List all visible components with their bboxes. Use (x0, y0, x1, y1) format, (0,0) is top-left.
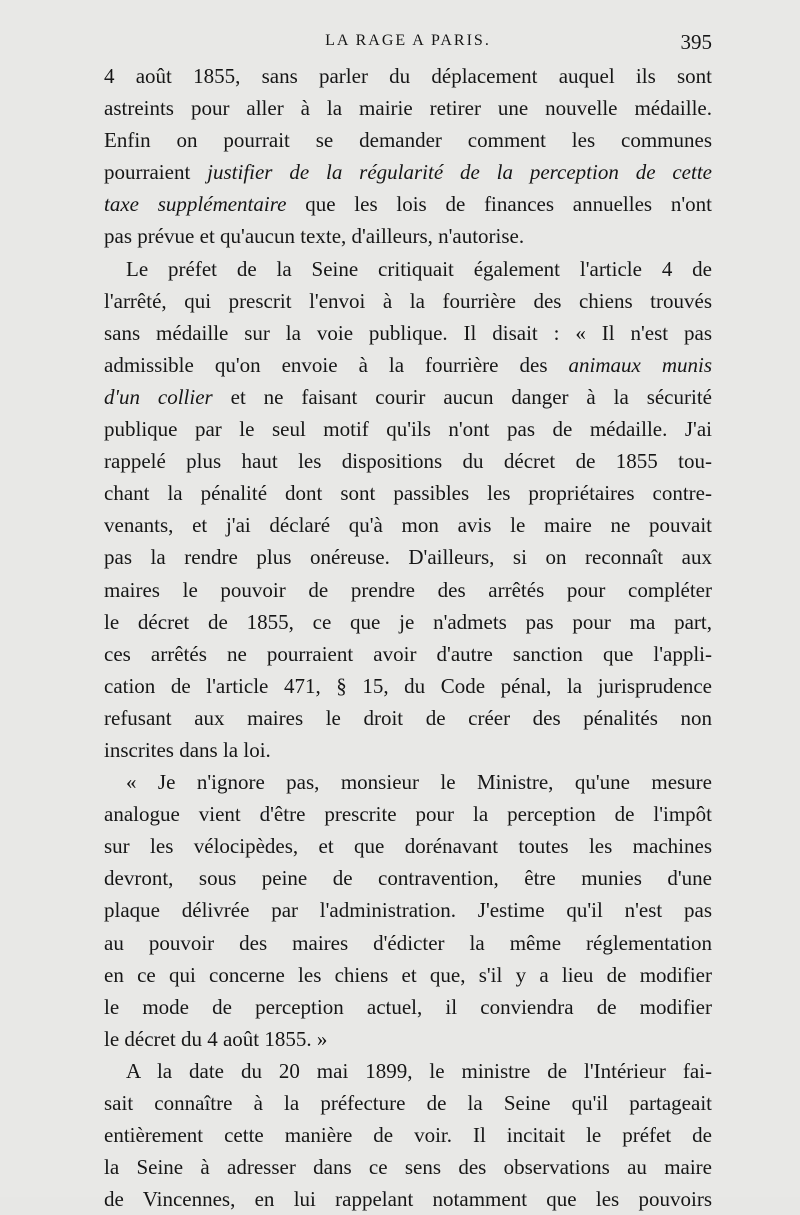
text-line (104, 830, 712, 862)
text-line (104, 927, 712, 959)
text-line (104, 445, 712, 477)
text-segment: au pouvoir des maires d'édicter la même réglementation (104, 930, 712, 955)
text-line (104, 220, 712, 252)
text-line (104, 381, 712, 413)
italic-text-segment: animaux munis (568, 352, 712, 377)
text-segment: l'arrêté, qui prescrit l'envoi à la fourrière des chiens trouvés (104, 288, 712, 313)
text-line (104, 253, 712, 285)
text-segment: 4 août 1855, sans parler du déplacement auquel ils sont (104, 64, 712, 88)
text-segment: A la date du 20 mai 1899, le ministre de l'Intérieur fai- (126, 1058, 712, 1083)
text-line (104, 574, 712, 606)
page-number: 395 (680, 30, 712, 54)
text-segment: ces arrêtés ne pourraient avoir d'autre sanction que l'appli- (104, 641, 712, 666)
text-segment: le mode de perception actuel, il conviendra de modifier (104, 994, 712, 1019)
text-line (104, 509, 712, 541)
text-line (104, 1151, 712, 1183)
text-line (104, 156, 712, 188)
text-line (104, 413, 712, 445)
text-segment: et ne faisant courir aucun danger à la sécurité (212, 384, 712, 409)
text-line (104, 1119, 712, 1151)
text-segment: de Vincennes, en lui rappelant notamment que les pouvoirs (104, 1187, 712, 1212)
italic-text-segment: taxe supplémentaire (104, 192, 287, 217)
text-line (104, 92, 712, 124)
text-segment: sur les vélocipèdes, et que dorénavant toutes les machines (104, 834, 712, 859)
text-line (104, 766, 712, 798)
text-segment: Le préfet de la Seine critiquait également l'article 4 de (126, 256, 712, 281)
text-segment: rappelé plus haut les dispositions du décret de 1855 tou- (104, 449, 712, 474)
text-segment: « Je n'ignore pas, monsieur le Ministre, qu'une mesure (126, 770, 712, 795)
text-line (104, 670, 712, 702)
text-line (104, 894, 712, 926)
text-segment: plaque délivrée par l'administration. J'estime qu'il n'est pas (104, 898, 712, 923)
text-line (104, 734, 712, 766)
text-segment: pas prévue et qu'aucun texte, d'ailleurs, n'autorise. (104, 224, 525, 249)
text-segment: en ce qui concerne les chiens et que, s'il y a lieu de modifier (104, 962, 712, 987)
italic-text-segment: d'un collier (104, 384, 213, 409)
text-line (104, 702, 712, 734)
text-line (104, 188, 712, 220)
text-segment: la Seine à adresser dans ce sens des observations au maire (104, 1155, 712, 1180)
text-segment: sans médaille sur la voie publique. Il disait : « Il n'est pas (104, 320, 712, 345)
body-text (104, 60, 712, 1215)
running-title: LA RAGE A PARIS. (325, 32, 491, 49)
text-segment: refusant aux maires le droit de créer des pénalités non (104, 705, 712, 730)
text-line (104, 1183, 712, 1215)
text-line (104, 317, 712, 349)
text-segment: Enfin on pourrait se demander comment les communes (104, 128, 712, 153)
text-segment: le décret du 4 août 1855. » (104, 1026, 328, 1051)
text-line (104, 349, 712, 381)
text-segment: devront, sous peine de contravention, être munies d'une (104, 866, 712, 891)
page-header (104, 30, 712, 54)
text-segment: pas la rendre plus onéreuse. D'ailleurs, si on reconnaît aux (104, 545, 712, 570)
text-segment: que les lois de finances annuelles n'ont (286, 192, 712, 217)
text-line (104, 1087, 712, 1119)
text-line (104, 606, 712, 638)
text-line (104, 541, 712, 573)
text-line (104, 959, 712, 991)
text-segment: pourraient (104, 160, 208, 185)
italic-text-segment: justifier de la régularité de la perception de cette (207, 160, 712, 185)
text-line (104, 991, 712, 1023)
text-segment: publique par le seul motif qu'ils n'ont pas de médaille. J'ai (104, 417, 712, 442)
text-segment: cation de l'article 471, § 15, du Code pénal, la jurisprudence (104, 673, 712, 698)
text-segment: entièrement cette manière de voir. Il incitait le préfet de (104, 1123, 712, 1148)
text-segment: admissible qu'on envoie à la fourrière des (104, 352, 569, 377)
text-line (104, 477, 712, 509)
text-line (104, 862, 712, 894)
text-segment: sait connaître à la préfecture de la Seine qu'il partageait (104, 1091, 712, 1115)
text-line (104, 798, 712, 830)
text-segment: le décret de 1855, ce que je n'admets pas pour ma part, (104, 609, 712, 634)
text-line (104, 1055, 712, 1087)
text-segment: analogue vient d'être prescrite pour la perception de l'impôt (104, 802, 712, 827)
text-line (104, 60, 712, 92)
text-segment: inscrites dans la loi. (104, 737, 271, 762)
text-line (104, 285, 712, 317)
text-line (104, 124, 712, 156)
text-segment: chant la pénalité dont sont passibles les propriétaires contre- (104, 481, 712, 506)
text-line (104, 638, 712, 670)
text-segment: venants, et j'ai déclaré qu'à mon avis le maire ne pouvait (104, 513, 712, 538)
text-segment: astreints pour aller à la mairie retirer une nouvelle médaille. (104, 96, 712, 121)
text-line (104, 1023, 712, 1055)
text-segment: maires le pouvoir de prendre des arrêtés pour compléter (104, 577, 712, 602)
